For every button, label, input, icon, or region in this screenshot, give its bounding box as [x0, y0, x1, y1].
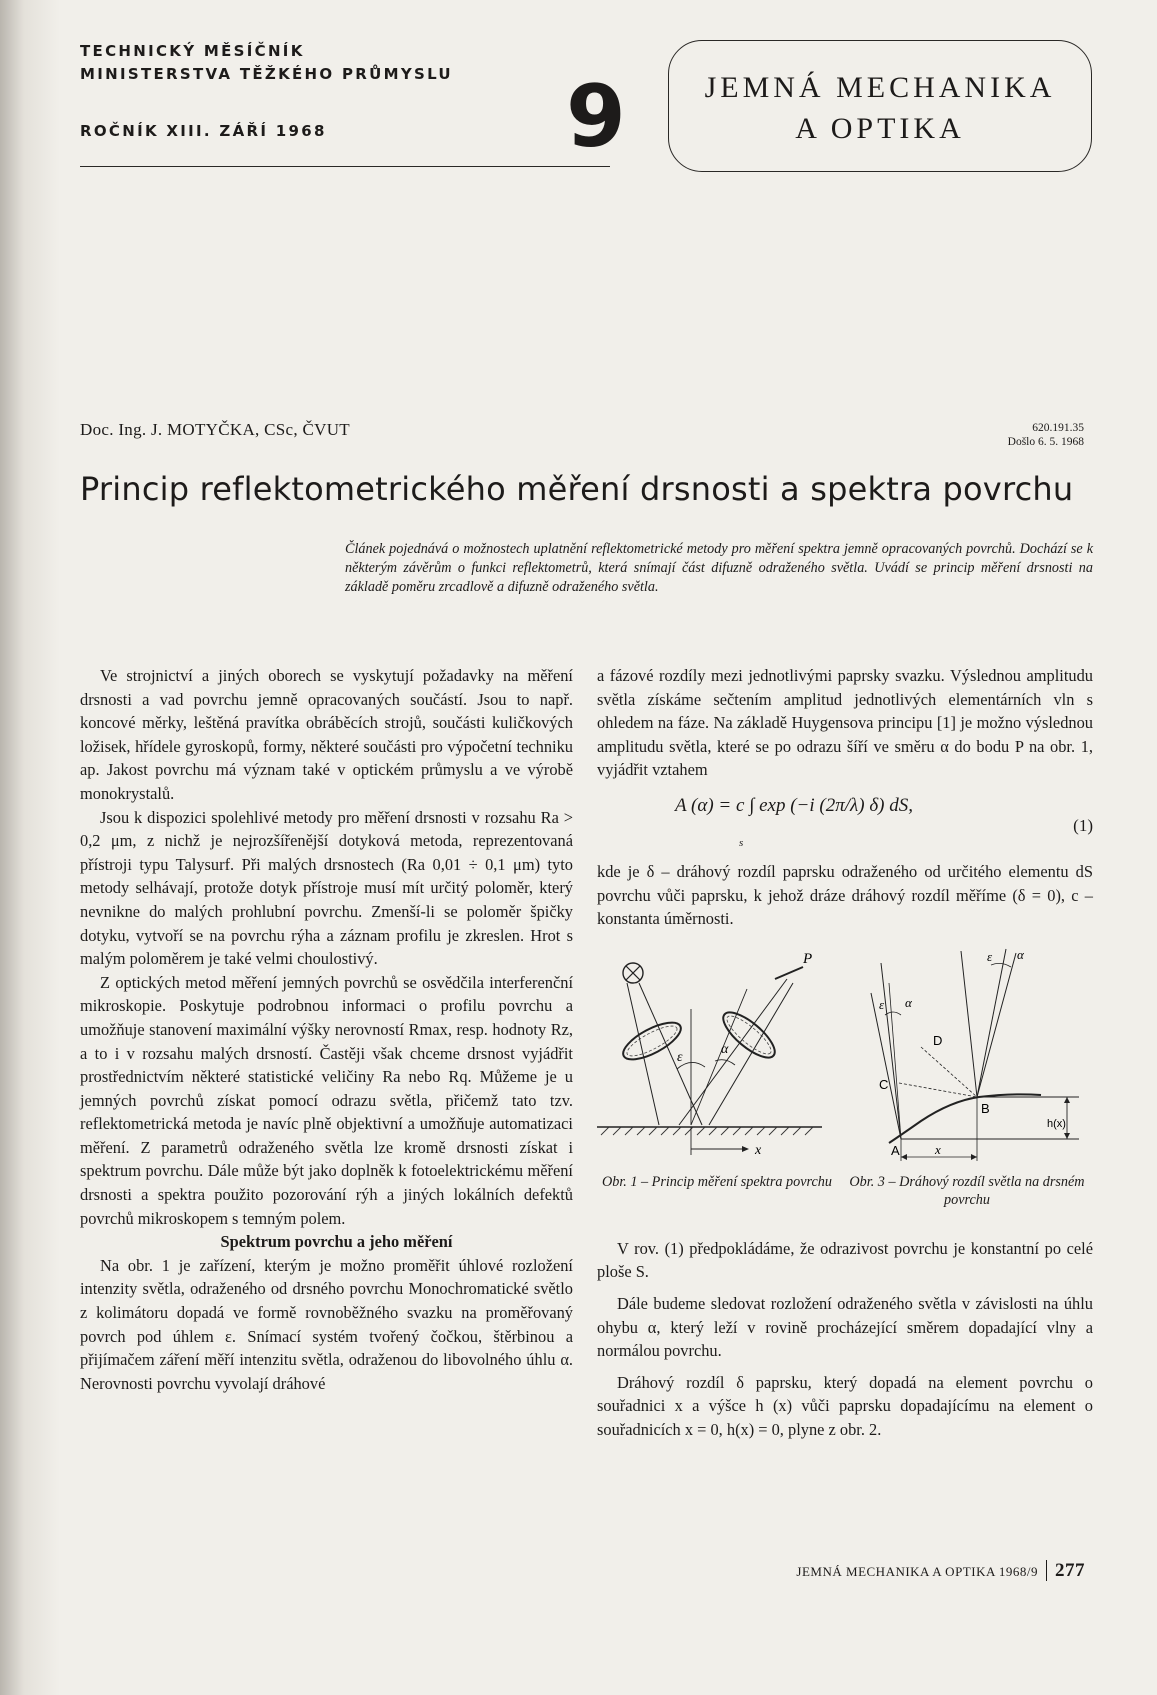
column-right: [597, 664, 1093, 1442]
journal-title-box: [668, 40, 1092, 172]
journal-title-line-1: JEMNÁ MECHANIKA: [704, 71, 1056, 104]
classification: [1008, 421, 1084, 449]
integral-subscript: s: [739, 836, 744, 849]
equation-number: (1): [1073, 815, 1093, 835]
paragraph: kde je δ – dráhový rozdíl paprsku odraženého od určitého elementu dS povrchu vůči paprsku, k jehož dráze dráhový rozdíl měříme (δ = 0), c – konstanta úměrnosti.: [597, 861, 1093, 929]
binding-shadow: [0, 0, 60, 1695]
paragraph: Ve strojnictví a jiných oborech se vyskytují požadavky na měření drsnosti a vad povrchu jemně opracovaných součástí. Jsou to např. koncové měrky, leštěná pravítka obráběcích strojů, součásti kuličkových ložisek, hřídele gyroskopů, formy, některé součásti pro výpočetní techniku ap. Jakost povrchu má význam také v optickém průmyslu a ve výrobě monokrystalů.: [80, 666, 573, 803]
volume-date: ROČNÍK XIII. ZÁŘÍ 1968: [80, 122, 327, 140]
figure-3: [841, 943, 1093, 1169]
paragraph: Dále budeme sledovat rozložení odraženého světla v závislosti na úhlu ohybu α, který leží v rovině procházející směrem dopadající vlny a normálou povrchu.: [597, 1293, 1093, 1361]
fig3-label-d: D: [933, 1032, 943, 1048]
equation-body: A (α) = c ∫ exp (−i (2π/λ) δ) dS,: [675, 794, 913, 816]
fig3-label-x: x: [935, 1141, 941, 1157]
page-footer: [796, 1560, 1085, 1582]
fig1-label-alpha: α: [721, 1041, 729, 1057]
journal-title-line-2: A OPTIKA: [795, 112, 965, 145]
masthead-line-1: TECHNICKÝ MĚSÍČNÍK: [80, 42, 305, 60]
figures: [597, 941, 1093, 1211]
figure-1-caption: Obr. 1 – Princip měření spektra povrchu: [602, 1173, 832, 1190]
fig1-label-x: x: [755, 1142, 762, 1158]
fig3-label-alpha-a: α: [905, 994, 912, 1010]
column-left: [80, 664, 573, 1395]
page-number: 277: [1046, 1560, 1085, 1581]
author: Doc. Ing. J. MOTYČKA, CSc, ČVUT: [80, 420, 350, 439]
figure-3-caption: Obr. 3 – Dráhový rozdíl světla na drsném povrchu: [849, 1173, 1085, 1208]
paragraph: Jsou k dispozici spolehlivé metody pro měření drsnosti v rozsahu Ra > 0,2 μm, z nichž je nejrozšířenější dotyková metoda, reprezentovaná přístroji typu Talysurf. Při malých drsnostech (Ra 0,01 ÷ 0,1 μm) tyto metody selhávají, protože dotyk přístroje musí mít určitý poloměr, který nevnikne do malých prohlubní povrchu. Zmenší-li se poloměr špičky dotyku, vytvoří se na povrchu rýha a záznam profilu je zkreslen. Hrot s malým poloměrem je také velmi choulostivý.: [80, 807, 573, 969]
fig1-label-eps: ε: [677, 1049, 683, 1065]
issue-number: 9: [566, 67, 626, 167]
abstract: Článek pojednává o možnostech uplatnění reflektometrické metody pro měření spektra jemně opracovaných povrchů. Dochází se k některým závěrům o funkci reflektometrů, která snímají část difuzně odraženého světla. Uvádí se princip měření drsnosti na základě poměru zrcadlově a difuzně odraženého světla.: [345, 541, 1093, 595]
fig3-label-eps-a: ε: [879, 996, 885, 1012]
fig3-label-eps-b: ε: [987, 948, 993, 964]
fig3-label-c: C: [879, 1076, 889, 1092]
paragraph: Na obr. 1 je zařízení, kterým je možno proměřit úhlové rozložení intenzity světla, odraženého od drsného povrchu Monochromatické světlo z kolimátoru dopadá ve formě rovnoběžného svazku na proměřovaný povrch pod úhlem ε. Snímací systém tvořený čočkou, štěrbinou a přijímačem záření měří intenzitu světla, odraženou do libovolného úhlu α. Nerovnosti povrchu vyvolají dráhové: [80, 1255, 573, 1393]
footer-journal: JEMNÁ MECHANIKA A OPTIKA 1968/9: [796, 1564, 1038, 1579]
fig3-label-b: B: [981, 1100, 990, 1116]
paragraph: a fázové rozdíly mezi jednotlivými paprsky svazku. Výslednou amplitudu světla získáme sečtením amplitud jednotlivých elementárních vln s ohledem na fáze. Na základě Huygensova principu [1] je možno výslednou amplitudu světla, které se po odrazu šíří ve směru α do bodu P na obr. 1, vyjádřit vztahem: [597, 666, 1093, 780]
paragraph: Z optických metod měření jemných povrchů se osvědčila interferenční mikroskopie. Poskytuje podrobnou informaci o profilu povrchu a umožňuje stanovení maximální výšky nerovností Rmax, resp. hodnoty Rz, a to i v rozsahu malých drsností. Častěji však chceme drsnost vyjádřit prostřednictvím některé statistické veličiny Ra nebo Rq. Můžeme je u jemných povrchů získat pomocí odrazu světla, přičemž tato tzv. reflektometrická metoda je navíc plně objektivní a umožňuje automatizaci měření. Z parametrů odraženého světla lze kromě drsnosti získat i spektrum povrchu. Dále může být jako doplněk k fotoelektrickému měření drsnosti a spektra použito pozorování rýh a jiných lokálních defektů povrchů mikroskopem s temným polem.: [80, 972, 573, 1228]
paragraph: V rov. (1) předpokládáme, že odrazivost povrchu je konstantní po celé ploše S.: [597, 1238, 1093, 1282]
fig3-label-a: A: [891, 1142, 900, 1158]
article-title: Princip reflektometrického měření drsnosti a spektra povrchu: [80, 470, 1074, 508]
udc-code: 620.191.35: [1032, 422, 1084, 434]
paragraph: Dráhový rozdíl δ paprsku, který dopadá na element povrchu o souřadnici x a výšce h (x) vůči paprsku dopadajícímu na element o souřadnicích x = 0, h(x) = 0, plyne z obr. 2.: [597, 1372, 1093, 1439]
received-date: Došlo 6. 5. 1968: [1007, 436, 1084, 448]
figure-captions: [597, 1173, 1093, 1213]
section-heading: Spektrum povrchu a jeho měření: [220, 1232, 453, 1252]
masthead-line-2: MINISTERSTVA TĚŽKÉHO PRŮMYSLU: [80, 65, 453, 83]
fig3-label-alpha-b: α: [1017, 946, 1024, 962]
masthead-rule: [80, 166, 610, 167]
equation-1: [597, 786, 1093, 856]
masthead-left: [80, 40, 453, 143]
fig1-label-p: P: [803, 950, 813, 967]
fig3-label-hx: h(x): [1047, 1117, 1066, 1130]
figure-1: [597, 949, 837, 1169]
